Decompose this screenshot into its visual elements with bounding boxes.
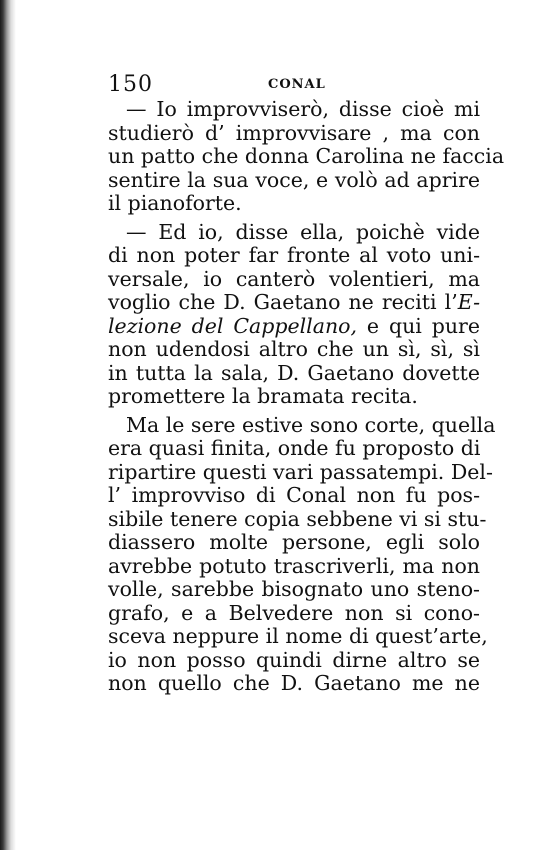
paragraph <box>108 97 505 216</box>
italic-title-fragment: lezione del Cappellano, <box>108 313 358 338</box>
text-line: sceva neppure il nome di quest’arte, <box>108 624 488 648</box>
text-line: — Io improvviserò, disse cioè mi <box>126 97 480 121</box>
text-line: sibile tenere copia sebbene vi si stu- <box>108 506 487 531</box>
text-line: volle, sarebbe bisognato uno steno- <box>108 577 480 601</box>
text-line: — Ed io, disse ella, poichè vide <box>126 219 480 244</box>
text-line: l’ improvviso di Conal non fu pos- <box>108 483 480 507</box>
text-line: studierò d’ improvvisare , ma con <box>108 120 480 145</box>
text-line <box>108 315 480 339</box>
paragraph <box>108 221 480 409</box>
text-fragment: voglio che D. Gaetano ne reciti l’ <box>108 290 458 314</box>
text-line: versale, io canterò volentieri, ma <box>108 266 480 291</box>
text-line: il pianoforte. <box>108 191 242 215</box>
page-number: 150 <box>108 72 153 97</box>
paragraph <box>108 412 496 696</box>
text-line <box>108 291 480 315</box>
text-line: ripartire questi vari passatempi. Del- <box>108 459 493 484</box>
text-fragment: e qui pure <box>366 313 480 338</box>
text-line: in tutta la sala, D. Gaetano dovette <box>108 360 480 385</box>
text-line: promettere la bramata recita. <box>108 384 418 408</box>
text-line: diassero molte persone, egli solo <box>108 530 480 554</box>
italic-title-fragment: E- <box>457 290 480 314</box>
text-line: avrebbe potuto trascriverli, ma non <box>108 553 480 578</box>
text-line: di non poter far fronte al voto uni- <box>108 243 480 267</box>
running-head: CONAL <box>268 77 326 92</box>
text-line: grafo, e a Belvedere non si cono- <box>108 600 480 625</box>
text-line: era quasi finita, onde fu proposto di <box>108 436 481 460</box>
text-line: Ma le sere estive sono corte, quella <box>126 412 496 437</box>
text-line: un patto che donna Carolina ne faccia <box>108 144 505 168</box>
page-binding-shadow <box>0 0 16 850</box>
body-text <box>108 97 505 696</box>
page-header <box>108 72 480 98</box>
text-line: sentire la sua voce, e volò ad aprire <box>108 167 480 192</box>
book-page <box>108 72 505 696</box>
text-line: non udendosi altro che un sì, sì, sì <box>108 337 480 361</box>
text-line: non quello che D. Gaetano me ne <box>108 671 480 695</box>
text-line: io non posso quindi dirne altro se <box>108 647 480 672</box>
